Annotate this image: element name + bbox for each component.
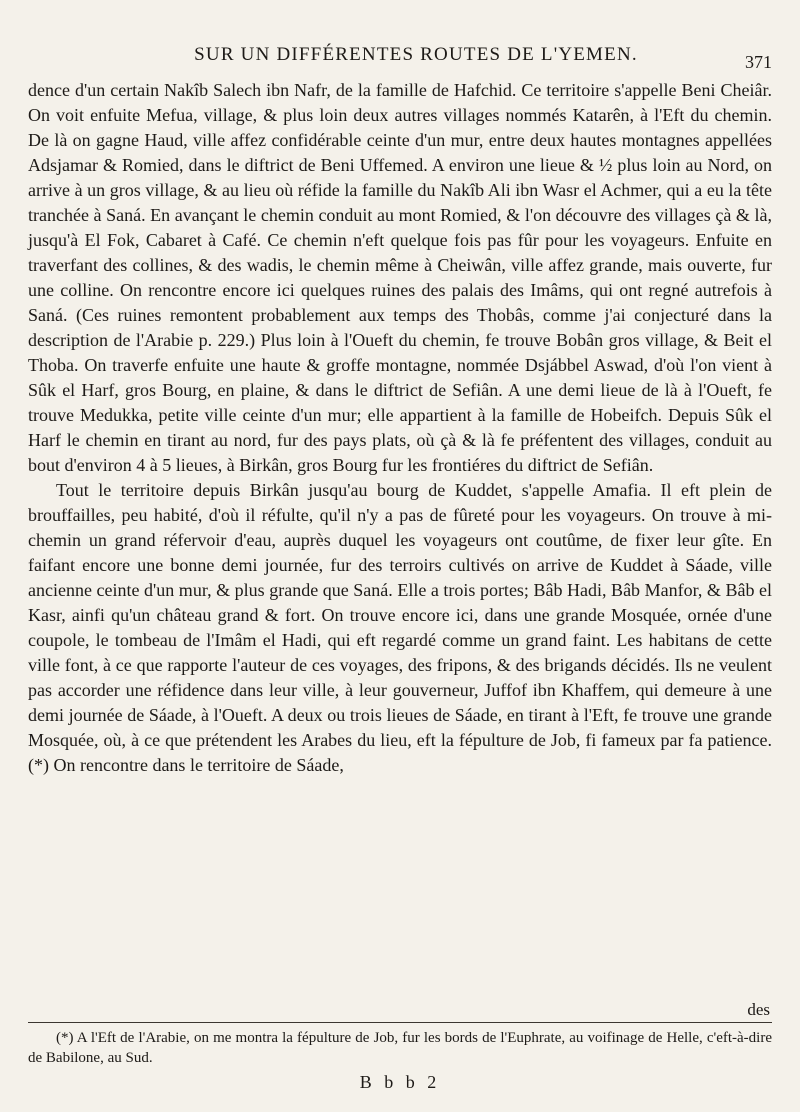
page-number: 371 [745, 52, 772, 72]
paragraph: Tout le territoire depuis Birkân jusqu'au bourg de Kuddet, s'appelle Amafia. Il eft plein de brouffailles, peu habité, d'où il réfulte, qu'il n'y a pas de fûreté pour les voyageurs. On trouve à mi-chemin un grand réfervoir d'eau, auprès duquel les voyageurs ont coutûme, de fixer leur gîte. En faifant encore une bonne demi journée, fur des terroirs cultivés on arrive de Kuddet à Sáade, ville ancienne ceinte d'un mur, & plus grande que Saná. Elle a trois portes; Bâb Hadi, Bâb Manfor, & Bâb el Kasr, ainfi qu'un château grand & fort. On trouve encore ici, dans une grande Mosquée, ornée d'une coupole, le tombeau de l'Imâm el Hadi, qui eft regardé comme un grand faint. Les habitans de cette ville font, à ce que rapporte l'auteur de ces voyages, des fripons, & des brigands décidés. Ils ne veulent pas accorder une réfidence dans leur ville, à leur gouverneur, Juffof ibn Khaffem, qui demeure à une demi journée de Sáade, à l'Oueft. A deux ou trois lieues de Sáade, en tirant à l'Eft, fe trouve une grande Mosquée, où, à ce que prétendent les Arabes du lieu, eft la fépulture de Job, fi fameux par fa patience. (*) On rencontre dans le territoire de Sáade, [28, 480, 772, 775]
running-title: SUR UN DIFFÉRENTES ROUTES DE L'YEMEN. [194, 44, 638, 65]
signature-mark: B b b 2 [359, 1072, 441, 1092]
footnote-divider [28, 1022, 772, 1023]
body-text [28, 78, 772, 778]
footnote-text: (*) A l'Eft de l'Arabie, on me montra la fépulture de Job, fur les bords de l'Euphrate, au voifinage de Helle, c'eft-à-dire de Babilone, au Sud. [28, 1030, 772, 1066]
catchword: des [747, 1000, 770, 1019]
page-header [60, 44, 772, 72]
footnote [28, 1028, 772, 1068]
paragraph: dence d'un certain Nakîb Salech ibn Nafr, de la famille de Hafchid. Ce territoire s'appelle Beni Cheiâr. On voit enfuite Mefua, village, & plus loin deux autres villages nommés Katarên, à l'Eft du chemin. De là on gagne Haud, ville affez confidérable ceinte d'un mur, entre deux hautes montagnes appellées Adsjamar & Romied, dans le diftrict de Beni Uffemed. A environ une lieue & ½ plus loin au Nord, on arrive à un gros village, & au lieu où réfide la famille du Nakîb Ali ibn Wasr el Achmer, qui a eu la tête tranchée à Saná. En avançant le chemin conduit au mont Romied, & l'on découvre des villages çà & là, jusqu'à El Fok, Cabaret à Café. Ce chemin n'eft quelque fois pas fûr pour les voyageurs. Enfuite en traverfant des collines, & des wadis, le chemin même à Cheiwân, ville affez grande, mais ouverte, fur une colline. On rencontre encore ici quelques ruines des palais des Imâms, qui ont regné autrefois à Saná. (Ces ruines remontent probablement aux temps des Thobâs, comme j'ai conjecturé dans la description de l'Arabie p. 229.) Plus loin à l'Oueft du chemin, fe trouve Bobân gros village, & Beit el Thoba. On traverfe enfuite une haute & groffe montagne, nommée Dsjábbel Aswad, d'où l'on vient à Sûk el Harf, gros Bourg, en plaine, & dans le diftrict de Sefiân. A une demi lieue de là à l'Oueft, fe trouve Medukka, petite ville ceinte d'un mur; elle appartient à la famille de Hobeifch. Depuis Sûk el Harf le chemin en tirant au nord, fur des pays plats, où çà & là fe préfentent des villages, conduit au bout d'environ 4 à 5 lieues, à Birkân, gros Bourg fur les frontiéres du diftrict de Sefiân. [28, 80, 772, 475]
